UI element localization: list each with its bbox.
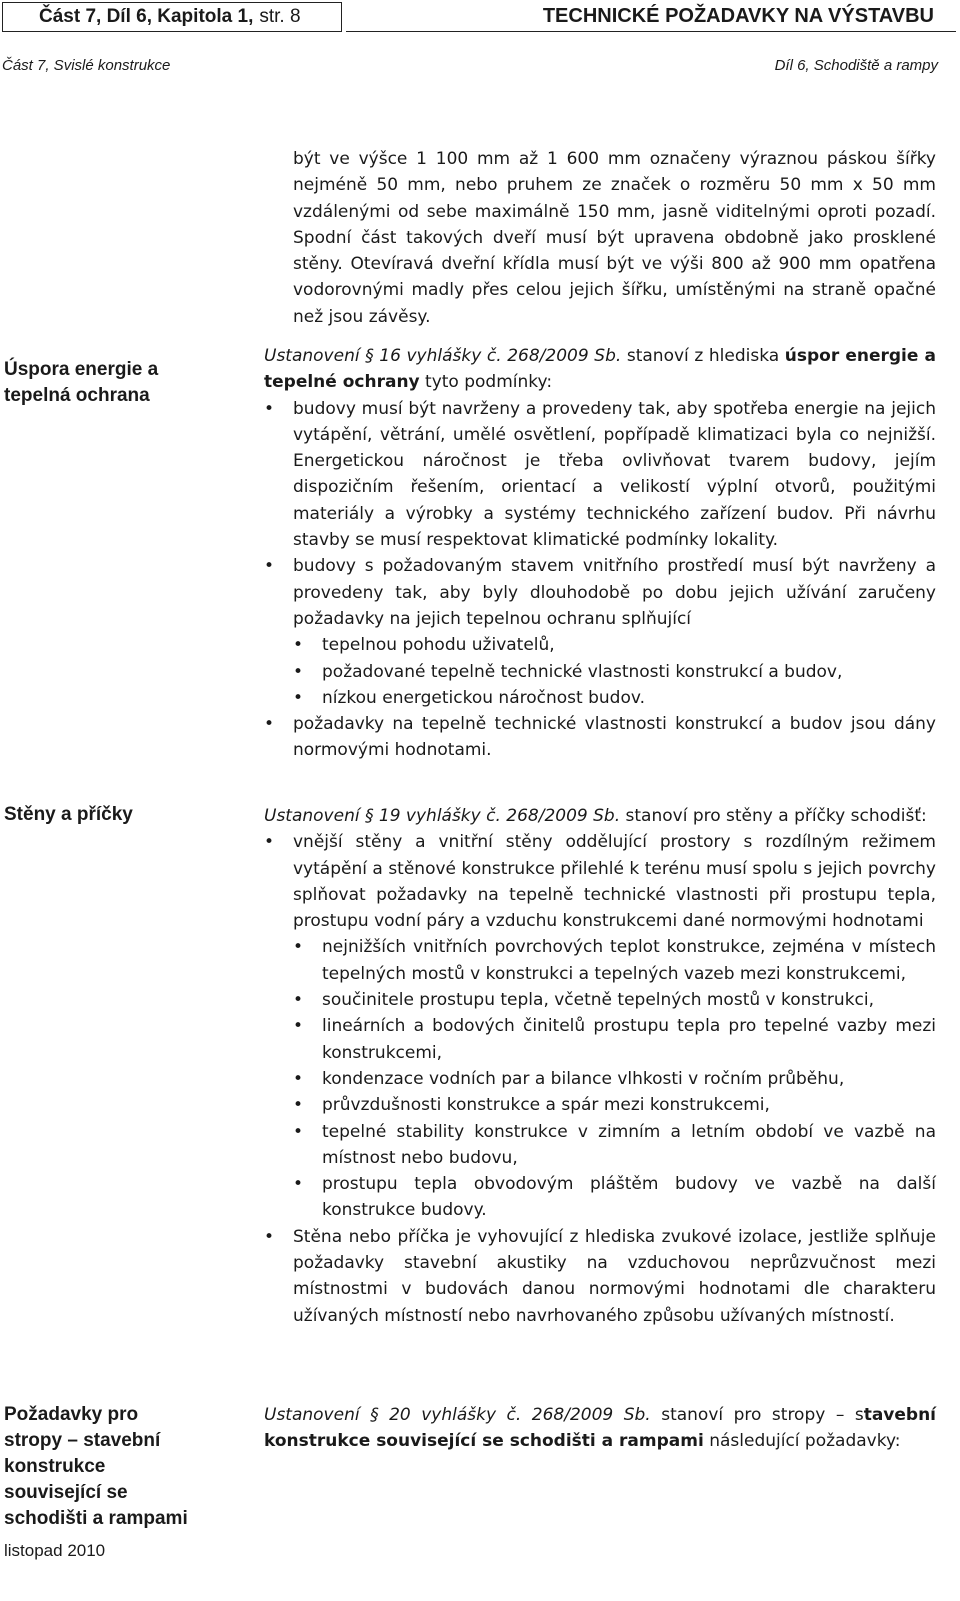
section-20-lead: stanoví pro stropy – s — [650, 1405, 864, 1425]
section-20-tail: následující požadavky: — [703, 1431, 901, 1452]
margin-heading-walls: Stěny a příčky — [4, 804, 133, 825]
list-item-text: vnější stěny a vnitřní stěny oddělující prostory s rozdílným režimem vytápění a stěnové konstrukce přilehlé k terénu musí spolu s jejich povrchy splňovat požadavky na tepelně technické vlastnosti při prostupu tepla, prostupu vodní páry a vzduchu konstrukcemi dané normovými hodnotami — [293, 832, 936, 932]
header-section: Část 7, Díl 6, Kapitola 1, — [39, 6, 254, 27]
sublist-item: • nejnižších vnitřních povrchových teplot konstrukce, zejména v místech tepelných mostů v konstrukci a tepelných vazeb mezi konstrukcemi, — [293, 934, 936, 987]
sublist-item: • tepelnou pohodu uživatelů, — [293, 632, 936, 658]
section-19-lead: stanoví pro stěny a příčky schodišť: — [620, 806, 927, 826]
header-sub-left: Část 7, Svislé konstrukce — [2, 57, 171, 74]
footer-date: listopad 2010 — [4, 1541, 106, 1560]
section-16-bold: úspor energie a tepelné ochrany — [264, 346, 936, 393]
sublist-item: • průvzdušnosti konstrukce a spár mezi konstrukcemi, — [293, 1092, 936, 1118]
sublist-item: • součinitele prostupu tepla, včetně tepelných mostů v konstrukci, — [293, 987, 936, 1013]
section-19-intro — [264, 803, 936, 829]
list-item: • Stěna nebo příčka je vyhovující z hlediska zvukové izolace, jestliže splňuje požadavky stavební akustiky na vzduchovou neprůzvučnost mezi místnostmi v budovách danou normovými hodnotami dle charakteru užívaných místností nebo navrhovaného způsobu užívaných místností. — [264, 1224, 936, 1329]
header-title: TECHNICKÉ POŽADAVKY NA VÝSTAVBU — [346, 2, 956, 32]
header-sub-right: Díl 6, Schodiště a rampy — [774, 57, 938, 74]
header-section-box — [2, 2, 342, 32]
intro-paragraph: být ve výšce 1 100 mm až 1 600 mm označeny výraznou páskou šířky nejméně 50 mm, nebo pruhem ze značek o rozměru 50 mm x 50 mm vzdálenými od sebe maximálně 150 mm, jasně viditelnými oproti pozadí. Spodní část takových dveří musí být upravena obdobně jako prosklené stěny. Otevíravá dveřní křídla musí být ve výši 800 až 900 mm opatřena vodorovnými madly přes celou jejich šířku, umístěnými na straně opačné než jsou závěsy. — [293, 149, 936, 327]
section-20-intro — [264, 1402, 936, 1455]
section-19-sublist — [293, 934, 936, 1223]
header-page-number: str. 8 — [259, 6, 301, 27]
section-16-sublist — [293, 632, 936, 711]
intro-block — [264, 146, 936, 330]
list-item — [264, 829, 936, 1223]
section-20-bold: tavební konstrukce související se schodišti a rampami — [264, 1405, 936, 1452]
section-19-list — [264, 829, 936, 1329]
section-16 — [264, 343, 936, 764]
section-19-ref: Ustanovení § 19 vyhlášky č. 268/2009 Sb. — [264, 806, 621, 826]
sublist-item: • tepelné stability konstrukce v zimním a letním období ve vazbě na místnost nebo budovu, — [293, 1119, 936, 1172]
section-19 — [264, 803, 936, 1329]
section-16-intro — [264, 343, 936, 396]
section-16-tail: tyto podmínky: — [419, 372, 553, 393]
list-item: • budovy musí být navrženy a provedeny tak, aby spotřeba energie na jejich vytápění, větrání, umělé osvětlení, popřípadě klimatizaci byla co nejnižší. Energetickou náročnost je třeba ovlivňovat tvarem budovy, jejím dispozičním řešením, orientací a velikostí výplní otvorů, použitými materiály a výrobky a systémy technického zařízení budov. Při návrhu stavby se musí respektovat klimatické podmínky lokality. — [264, 396, 936, 554]
list-item: • požadavky na tepelně technické vlastnosti konstrukcí a budov jsou dány normovými hodnotami. — [264, 711, 936, 764]
margin-heading-ceilings: Požadavky pro stropy – stavební konstrukce související se schodišti a rampami — [4, 1404, 188, 1529]
section-20-ref: Ustanovení § 20 vyhlášky č. 268/2009 Sb. — [264, 1405, 651, 1425]
list-item — [264, 553, 936, 711]
sublist-item: • kondenzace vodních par a bilance vlhkosti v ročním průběhu, — [293, 1066, 936, 1092]
section-16-lead: stanoví z hlediska — [621, 346, 785, 366]
section-16-list — [264, 396, 936, 764]
sublist-item: • prostupu tepla obvodovým pláštěm budovy ve vazbě na další konstrukce budovy. — [293, 1171, 936, 1224]
sublist-item: • lineárních a bodových činitelů prostupu tepla pro tepelné vazby mezi konstrukcemi, — [293, 1013, 936, 1066]
margin-heading-energy: Úspora energie a tepelná ochrana — [4, 359, 159, 406]
list-item-text: budovy s požadovaným stavem vnitřního prostředí musí být navrženy a provedeny tak, aby byly dlouhodobě po dobu jejich užívání zaručeny požadavky na jejich tepelnou ochranu splňující — [293, 556, 936, 629]
section-16-ref: Ustanovení § 16 vyhlášky č. 268/2009 Sb. — [264, 346, 622, 366]
sublist-item: • požadované tepelně technické vlastnosti konstrukcí a budov, — [293, 659, 936, 685]
section-20 — [264, 1402, 936, 1455]
sublist-item: • nízkou energetickou náročnost budov. — [293, 685, 936, 711]
